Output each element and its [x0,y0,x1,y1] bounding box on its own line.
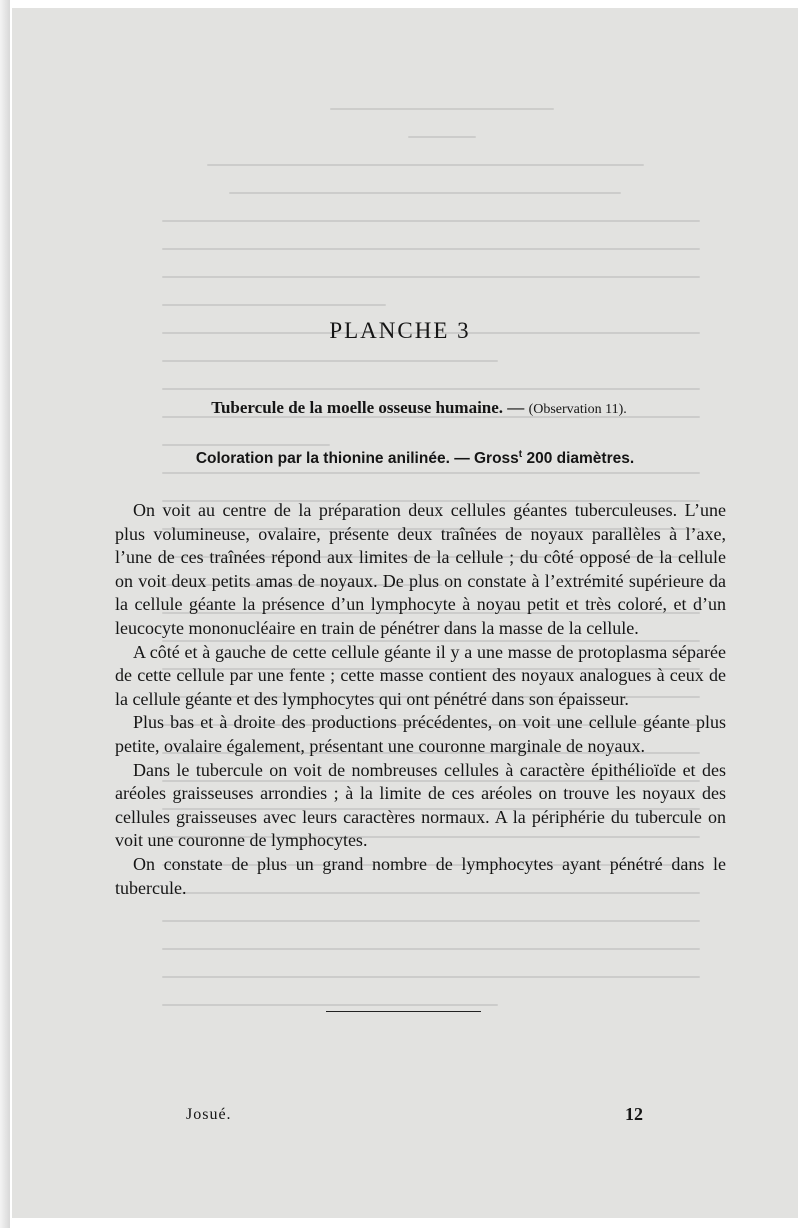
footer-author: Josué. [186,1106,232,1123]
paragraph: On voit au centre de la préparation deux cellules géantes tuberculeuses. L’une plus volumineuse, ovalaire, présente deux traînées de noyaux parallèles à l’axe, l’une de ces traînées répond aux limites de la cellule ; du côté opposé de la cellule on voit deux petits amas de noyaux. De plus on constate à l’extrémité supérieure da la cellule géante la présence d’un lymphocyte à noyau petit et très coloré, et d’un leucocyte mononucléaire en train de pénétrer dans la masse de la cellule. [115,500,726,638]
description-body [115,499,726,900]
paragraph: Plus bas et à droite des productions précédentes, on voit une cellule géante plus petite, ovalaire également, présentant une couronne marginale de noyaux. [115,712,726,756]
magnification-text: 200 diamètres. [522,450,635,468]
stain-superscript: t [518,449,523,460]
section-divider [326,1011,481,1012]
page-number: 12 [625,1104,643,1124]
paragraph: A côté et à gauche de cette cellule géante il y a une masse de protoplasma séparée de cette cellule par une fente ; cette masse contient des noyaux analogues à ceux de la cellule géante et des lymphocytes qui ont pénétré dans son épaisseur. [115,641,726,709]
page-left-margin [0,0,10,1228]
plate-subtitle [0,398,800,418]
stain-text: Coloration par la thionine anilinée. — Gross [195,450,519,468]
stain-magnification-line [0,449,800,468]
plate-title: PLANCHE 3 [329,318,471,343]
observation-reference: (Observation 11). [528,402,627,417]
paragraph: Dans le tubercule on voit de nombreuses cellules à caractère épithélioïde et des aréoles graisseuses arrondies ; à la limite de ces aréoles on trouve les noyaux des cellules graisseuses avec leurs caractères normaux. A la périphérie du tubercule on voit une couronne de lymphocytes. [115,759,726,851]
paragraph: On constate de plus un grand nombre de lymphocytes ayant pénétré dans le tubercule. [115,853,726,898]
subtitle-text: Tubercule de la moelle osseuse humaine. — [211,398,529,417]
